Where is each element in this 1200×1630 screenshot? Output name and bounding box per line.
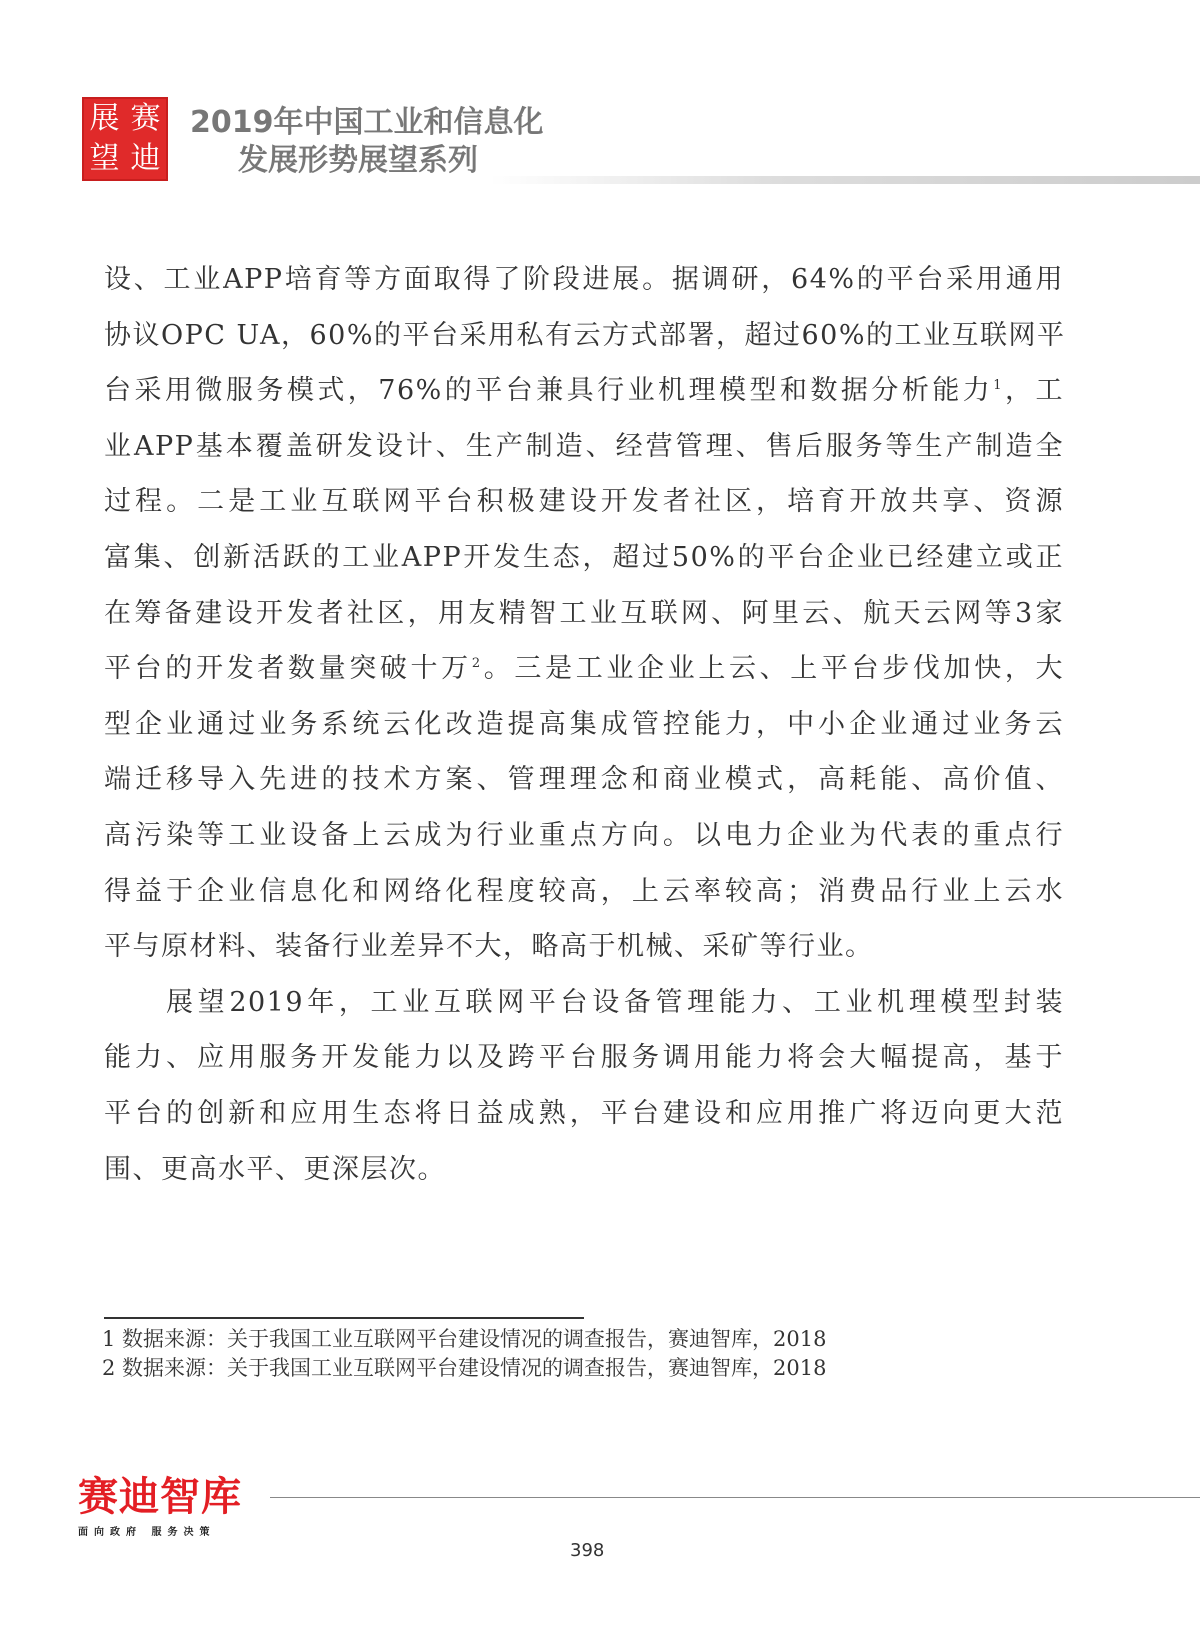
ccid-logo [78, 1475, 242, 1538]
text-line: 围、更高水平、更深层次。 [104, 1153, 446, 1185]
body-text [104, 252, 1064, 1197]
series-title-line1: 2019年中国工业和信息化 [190, 105, 544, 140]
footnote: 1 数据来源：关于我国工业互联网平台建设情况的调查报告，赛迪智库，2018 [102, 1327, 827, 1351]
footnote-ref[interactable]: 2 [471, 656, 482, 672]
footnote-ref[interactable]: 1 [993, 378, 1004, 394]
footnote-divider [104, 1317, 584, 1319]
text-line: 能力、应用服务开发能力以及跨平台服务调用能力将会大幅提高，基于 [104, 1042, 1064, 1074]
text-line: 得益于企业信息化和网络化程度较高，上云率较高；消费品行业上云水 [104, 875, 1064, 907]
text-line: 展望2019年，工业互联网平台设备管理能力、工业机理模型封装 [166, 986, 1064, 1018]
seal-char: 赛 [130, 101, 161, 136]
text-line [104, 363, 1064, 419]
text-line: 在筹备建设开发者社区，用友精智工业互联网、阿里云、航天云网等3家 [104, 597, 1064, 629]
seal-char: 迪 [130, 141, 161, 176]
text-line: 过程。二是工业互联网平台积极建设开发者社区，培育开放共享、资源 [104, 486, 1064, 518]
text-line: 设、工业APP培育等方面取得了阶段进展。据调研，64%的平台采用通用 [104, 264, 1064, 295]
text-line: 型企业通过业务系统云化改造提高集成管控能力，中小企业通过业务云 [104, 708, 1064, 740]
footnote: 2 数据来源：关于我国工业互联网平台建设情况的调查报告，赛迪智库，2018 [102, 1356, 827, 1380]
text-line: 高污染等工业设备上云成为行业重点方向。以电力企业为代表的重点行 [104, 819, 1064, 851]
text-line: 协议OPC UA，60%的平台采用私有云方式部署，超过60%的工业互联网平 [104, 319, 1066, 351]
text-line: 富集、创新活跃的工业APP开发生态，超过50%的平台企业已经建立或正 [104, 541, 1064, 573]
seal-char: 展 [89, 101, 120, 136]
page-number: 398 [570, 1540, 605, 1561]
series-title [190, 104, 544, 180]
footnotes [102, 1325, 826, 1383]
text-line [104, 641, 1064, 697]
text-line: 业APP基本覆盖研发设计、生产制造、经营管理、售后服务等生产制造全 [104, 430, 1064, 462]
text-line: 端迁移导入先进的技术方案、管理理念和商业模式，高耗能、高价值、 [104, 764, 1064, 796]
seal-char: 望 [89, 141, 120, 176]
series-title-line2: 发展形势展望系列 [238, 143, 478, 178]
text-span: 平台的开发者数量突破十万 [104, 653, 472, 685]
text-span: 台采用微服务模式，76%的平台兼具行业机理模型和数据分析能力 [104, 375, 994, 407]
text-span: 。三是工业企业上云、上平台步伐加快，大 [481, 653, 1065, 685]
header-divider [490, 176, 1200, 184]
logo-text: 赛迪智库 [78, 1474, 242, 1520]
logo-slogan: 面向政府 服务决策 [78, 1527, 216, 1538]
seal-logo [82, 97, 168, 181]
footer-divider [270, 1497, 1200, 1498]
text-span: ，工 [1003, 375, 1065, 407]
text-line: 平与原材料、装备行业差异不大，略高于机械、采矿等行业。 [104, 931, 874, 963]
text-line: 平台的创新和应用生态将日益成熟，平台建设和应用推广将迈向更大范 [104, 1097, 1064, 1129]
